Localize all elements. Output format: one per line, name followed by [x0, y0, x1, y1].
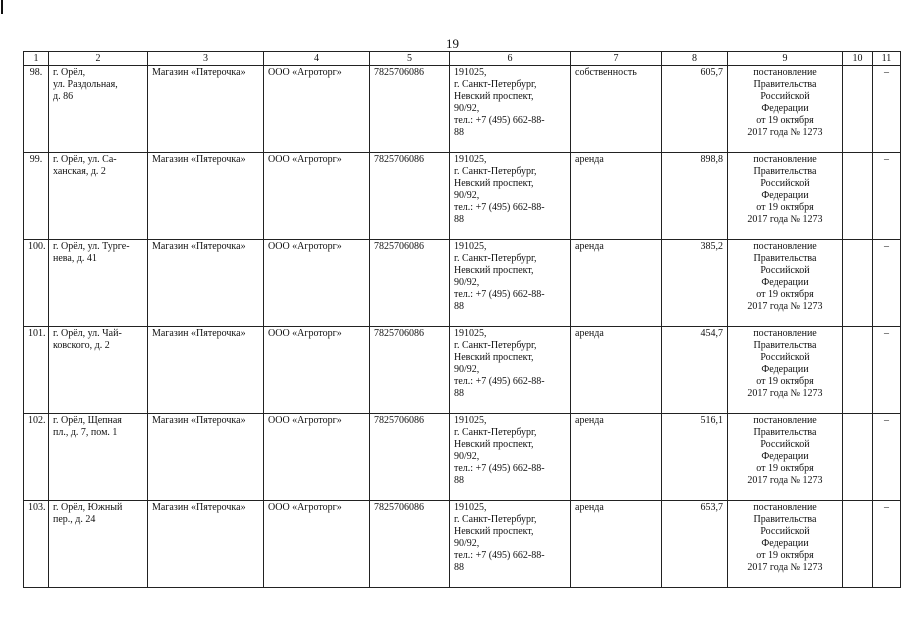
address-cell [49, 414, 148, 501]
col11-cell: – [873, 501, 901, 588]
legal-address-cell-line: 90/92, [454, 103, 480, 114]
legal-address-cell-line: тел.: +7 (495) 662-88- [454, 289, 545, 300]
table-header [24, 52, 901, 66]
basis-cell-line: 2017 года № 1273 [747, 301, 823, 312]
basis-cell-line: Российской [760, 91, 810, 102]
basis-cell-line: Российской [760, 439, 810, 450]
object-name-cell: Магазин «Пятерочка» [148, 153, 264, 240]
legal-address-cell-line: 88 [454, 475, 464, 486]
owner-cell: ООО «Агроторг» [264, 327, 370, 414]
area-cell: 898,8 [662, 153, 728, 240]
column-header-7: 7 [571, 52, 662, 66]
address-cell-line: ул. Раздольная, [53, 79, 118, 90]
column-header-4: 4 [264, 52, 370, 66]
legal-address-cell-line: Невский проспект, [454, 352, 534, 363]
col11-cell: – [873, 153, 901, 240]
basis-cell-line: постановление [753, 67, 817, 78]
legal-address-cell-line: Невский проспект, [454, 178, 534, 189]
address-cell [49, 240, 148, 327]
basis-cell [728, 327, 843, 414]
area-cell: 385,2 [662, 240, 728, 327]
inn-cell: 7825706086 [370, 240, 450, 327]
header-row [24, 52, 901, 66]
area-cell: 516,1 [662, 414, 728, 501]
inn-cell: 7825706086 [370, 66, 450, 153]
owner-cell: ООО «Агроторг» [264, 240, 370, 327]
basis-cell-line: Правительства [753, 514, 817, 525]
basis-cell [728, 153, 843, 240]
table-row [24, 327, 901, 414]
legal-address-cell-line: г. Санкт-Петербург, [454, 166, 537, 177]
page-number: 19 [446, 36, 459, 51]
basis-cell-line: 2017 года № 1273 [747, 388, 823, 399]
table-row [24, 240, 901, 327]
basis-cell-line: от 19 октября [756, 550, 814, 561]
area-cell: 605,7 [662, 66, 728, 153]
legal-address-cell [450, 153, 571, 240]
legal-address-cell-line: 90/92, [454, 451, 480, 462]
legal-address-cell-line: 90/92, [454, 538, 480, 549]
row-number: 101. [24, 327, 49, 414]
legal-address-cell-line: 90/92, [454, 364, 480, 375]
row-number: 98. [24, 66, 49, 153]
legal-address-cell [450, 66, 571, 153]
legal-address-cell-line: г. Санкт-Петербург, [454, 340, 537, 351]
column-header-5: 5 [370, 52, 450, 66]
legal-address-cell [450, 414, 571, 501]
address-cell-line: нева, д. 41 [53, 253, 97, 264]
legal-address-cell-line: Невский проспект, [454, 265, 534, 276]
legal-address-cell-line: тел.: +7 (495) 662-88- [454, 115, 545, 126]
basis-cell-line: 2017 года № 1273 [747, 562, 823, 573]
address-cell-line: г. Орёл, Щепная [53, 415, 122, 426]
inn-cell: 7825706086 [370, 501, 450, 588]
column-header-6: 6 [450, 52, 571, 66]
col10-cell [843, 501, 873, 588]
legal-address-cell-line: 191025, [454, 241, 487, 252]
legal-address-cell [450, 240, 571, 327]
legal-address-cell-line: 90/92, [454, 277, 480, 288]
basis-cell [728, 414, 843, 501]
right-type-cell: аренда [571, 327, 662, 414]
object-name-cell: Магазин «Пятерочка» [148, 327, 264, 414]
basis-cell-line: от 19 октября [756, 202, 814, 213]
basis-cell-line: 2017 года № 1273 [747, 127, 823, 138]
basis-cell [728, 240, 843, 327]
column-header-1: 1 [24, 52, 49, 66]
object-name-cell: Магазин «Пятерочка» [148, 66, 264, 153]
address-cell-line: г. Орёл, [53, 67, 86, 78]
scan-edge-mark [1, 0, 3, 14]
column-header-8: 8 [662, 52, 728, 66]
row-number: 102. [24, 414, 49, 501]
col10-cell [843, 414, 873, 501]
table-row [24, 153, 901, 240]
legal-address-cell-line: 191025, [454, 67, 487, 78]
address-cell-line: ханская, д. 2 [53, 166, 106, 177]
basis-cell [728, 66, 843, 153]
address-cell [49, 66, 148, 153]
table-row [24, 66, 901, 153]
legal-address-cell-line: тел.: +7 (495) 662-88- [454, 550, 545, 561]
col10-cell [843, 327, 873, 414]
address-cell [49, 327, 148, 414]
basis-cell-line: постановление [753, 502, 817, 513]
basis-cell-line: постановление [753, 154, 817, 165]
inn-cell: 7825706086 [370, 327, 450, 414]
legal-address-cell-line: тел.: +7 (495) 662-88- [454, 463, 545, 474]
basis-cell-line: 2017 года № 1273 [747, 475, 823, 486]
basis-cell-line: от 19 октября [756, 115, 814, 126]
object-name-cell: Магазин «Пятерочка» [148, 501, 264, 588]
owner-cell: ООО «Агроторг» [264, 501, 370, 588]
legal-address-cell [450, 327, 571, 414]
address-cell [49, 501, 148, 588]
address-cell [49, 153, 148, 240]
basis-cell-line: Российской [760, 178, 810, 189]
col11-cell: – [873, 66, 901, 153]
col10-cell [843, 153, 873, 240]
registry-table [23, 51, 901, 588]
legal-address-cell-line: 191025, [454, 415, 487, 426]
column-header-11: 11 [873, 52, 901, 66]
basis-cell-line: Федерации [761, 538, 809, 549]
inn-cell: 7825706086 [370, 153, 450, 240]
basis-cell-line: Федерации [761, 364, 809, 375]
address-cell-line: г. Орёл, ул. Чай- [53, 328, 122, 339]
legal-address-cell-line: 88 [454, 562, 464, 573]
legal-address-cell-line: 88 [454, 388, 464, 399]
basis-cell-line: Российской [760, 265, 810, 276]
address-cell-line: пер., д. 24 [53, 514, 96, 525]
basis-cell-line: постановление [753, 415, 817, 426]
col10-cell [843, 66, 873, 153]
basis-cell-line: Федерации [761, 190, 809, 201]
basis-cell-line: от 19 октября [756, 289, 814, 300]
col11-cell: – [873, 414, 901, 501]
owner-cell: ООО «Агроторг» [264, 153, 370, 240]
legal-address-cell-line: Невский проспект, [454, 526, 534, 537]
legal-address-cell-line: 191025, [454, 328, 487, 339]
area-cell: 653,7 [662, 501, 728, 588]
basis-cell-line: постановление [753, 241, 817, 252]
row-number: 103. [24, 501, 49, 588]
right-type-cell: аренда [571, 414, 662, 501]
legal-address-cell-line: 88 [454, 214, 464, 225]
basis-cell-line: Российской [760, 352, 810, 363]
basis-cell-line: Правительства [753, 253, 817, 264]
column-header-10: 10 [843, 52, 873, 66]
owner-cell: ООО «Агроторг» [264, 66, 370, 153]
basis-cell-line: Федерации [761, 103, 809, 114]
address-cell-line: г. Орёл, ул. Са- [53, 154, 117, 165]
basis-cell-line: от 19 октября [756, 463, 814, 474]
basis-cell-line: Правительства [753, 340, 817, 351]
right-type-cell: собственность [571, 66, 662, 153]
address-cell-line: ковского, д. 2 [53, 340, 110, 351]
legal-address-cell-line: Невский проспект, [454, 439, 534, 450]
legal-address-cell-line: тел.: +7 (495) 662-88- [454, 202, 545, 213]
right-type-cell: аренда [571, 501, 662, 588]
address-cell-line: д. 86 [53, 91, 74, 102]
right-type-cell: аренда [571, 153, 662, 240]
legal-address-cell-line: г. Санкт-Петербург, [454, 427, 537, 438]
inn-cell: 7825706086 [370, 414, 450, 501]
legal-address-cell-line: г. Санкт-Петербург, [454, 514, 537, 525]
legal-address-cell-line: 191025, [454, 154, 487, 165]
basis-cell-line: постановление [753, 328, 817, 339]
legal-address-cell-line: 191025, [454, 502, 487, 513]
address-cell-line: г. Орёл, Южный [53, 502, 123, 513]
right-type-cell: аренда [571, 240, 662, 327]
object-name-cell: Магазин «Пятерочка» [148, 240, 264, 327]
column-header-9: 9 [728, 52, 843, 66]
table-body [24, 66, 901, 588]
col10-cell [843, 240, 873, 327]
area-cell: 454,7 [662, 327, 728, 414]
basis-cell-line: от 19 октября [756, 376, 814, 387]
address-cell-line: пл., д. 7, пом. 1 [53, 427, 118, 438]
legal-address-cell-line: тел.: +7 (495) 662-88- [454, 376, 545, 387]
legal-address-cell [450, 501, 571, 588]
legal-address-cell-line: Невский проспект, [454, 91, 534, 102]
table-row [24, 414, 901, 501]
basis-cell [728, 501, 843, 588]
basis-cell-line: Правительства [753, 79, 817, 90]
col11-cell: – [873, 240, 901, 327]
basis-cell-line: Правительства [753, 166, 817, 177]
column-header-3: 3 [148, 52, 264, 66]
basis-cell-line: Федерации [761, 277, 809, 288]
column-header-2: 2 [49, 52, 148, 66]
object-name-cell: Магазин «Пятерочка» [148, 414, 264, 501]
table-row [24, 501, 901, 588]
legal-address-cell-line: г. Санкт-Петербург, [454, 79, 537, 90]
basis-cell-line: 2017 года № 1273 [747, 214, 823, 225]
basis-cell-line: Правительства [753, 427, 817, 438]
legal-address-cell-line: 88 [454, 127, 464, 138]
row-number: 99. [24, 153, 49, 240]
col11-cell: – [873, 327, 901, 414]
row-number: 100. [24, 240, 49, 327]
basis-cell-line: Федерации [761, 451, 809, 462]
legal-address-cell-line: г. Санкт-Петербург, [454, 253, 537, 264]
address-cell-line: г. Орёл, ул. Турге- [53, 241, 130, 252]
owner-cell: ООО «Агроторг» [264, 414, 370, 501]
legal-address-cell-line: 90/92, [454, 190, 480, 201]
basis-cell-line: Российской [760, 526, 810, 537]
legal-address-cell-line: 88 [454, 301, 464, 312]
